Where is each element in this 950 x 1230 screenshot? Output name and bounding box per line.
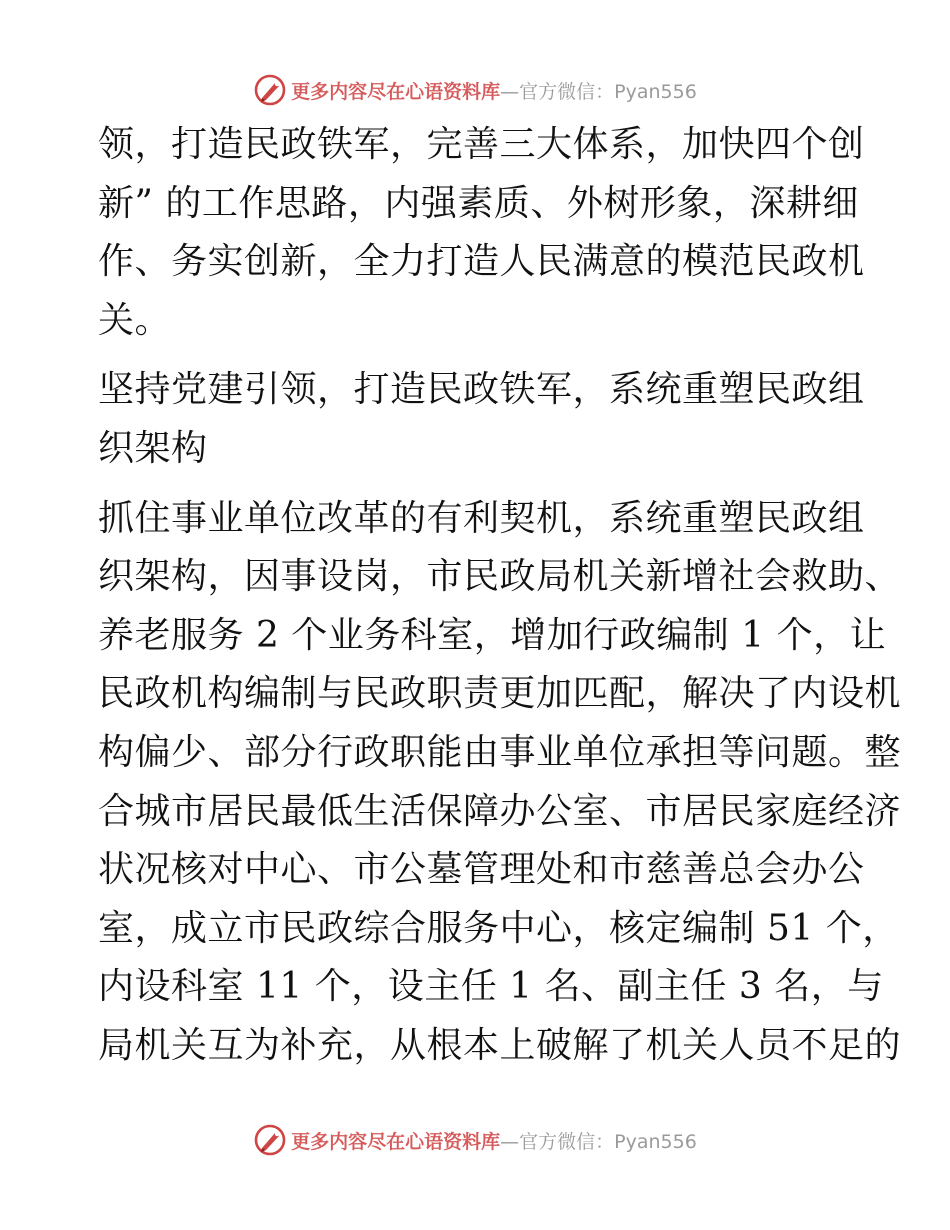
text-line: 民政机构编制与民政职责更加匹配，解决了内设机 [98, 673, 902, 715]
text-line: 作、务实创新，全力打造人民满意的模范民政机 [98, 241, 865, 283]
text-line: 关。 [98, 299, 172, 341]
footer-site-text: 更多内容尽在心语资料库 [291, 1130, 501, 1153]
text-line: 内设科室 11 个，设主任 1 名、副主任 3 名，与 [98, 966, 884, 1008]
text-line: 室，成立市民政综合服务中心，核定编制 51 个， [98, 907, 899, 949]
pen-logo-icon [253, 73, 287, 107]
text-line: 合城市居民最低生活保障办公室、市居民家庭经济 [98, 790, 902, 832]
pen-logo-icon [253, 1123, 287, 1157]
text-line: 构偏少、部分行政职能由事业单位承担等问题。整 [98, 731, 902, 773]
document-body [98, 116, 902, 1076]
header-watermark-banner [0, 70, 950, 110]
header-site-text: 更多内容尽在心语资料库 [291, 80, 501, 103]
text-line: 织架构，因事设岗，市民政局机关新增社会救助、 [98, 556, 902, 598]
paragraph-1 [98, 116, 865, 350]
text-line: 领，打造民政铁军，完善三大体系，加快四个创 [98, 124, 865, 165]
footer-watermark-banner [0, 1120, 950, 1160]
text-line: 状况核对中心、市公墓管理处和市慈善总会办公 [98, 849, 865, 891]
text-line: 抓住事业单位改革的有利契机，系统重塑民政组 [98, 497, 865, 539]
text-line: 新” 的工作思路，内强素质、外树形象，深耕细 [98, 182, 859, 224]
text-line: 养老服务 2 个业务科室，增加行政编制 1 个，让 [98, 614, 887, 656]
paragraph-3 [98, 490, 902, 1076]
header-wechat-text: —官方微信：Pyan556 [500, 80, 697, 103]
text-line: 织架构 [98, 427, 208, 469]
section-heading [98, 361, 865, 478]
footer-wechat-text: —官方微信：Pyan556 [500, 1130, 697, 1153]
text-line: 局机关互为补充，从根本上破解了机关人员不足的 [98, 1024, 902, 1066]
text-line: 坚持党建引领，打造民政铁军，系统重塑民政组 [98, 369, 865, 411]
